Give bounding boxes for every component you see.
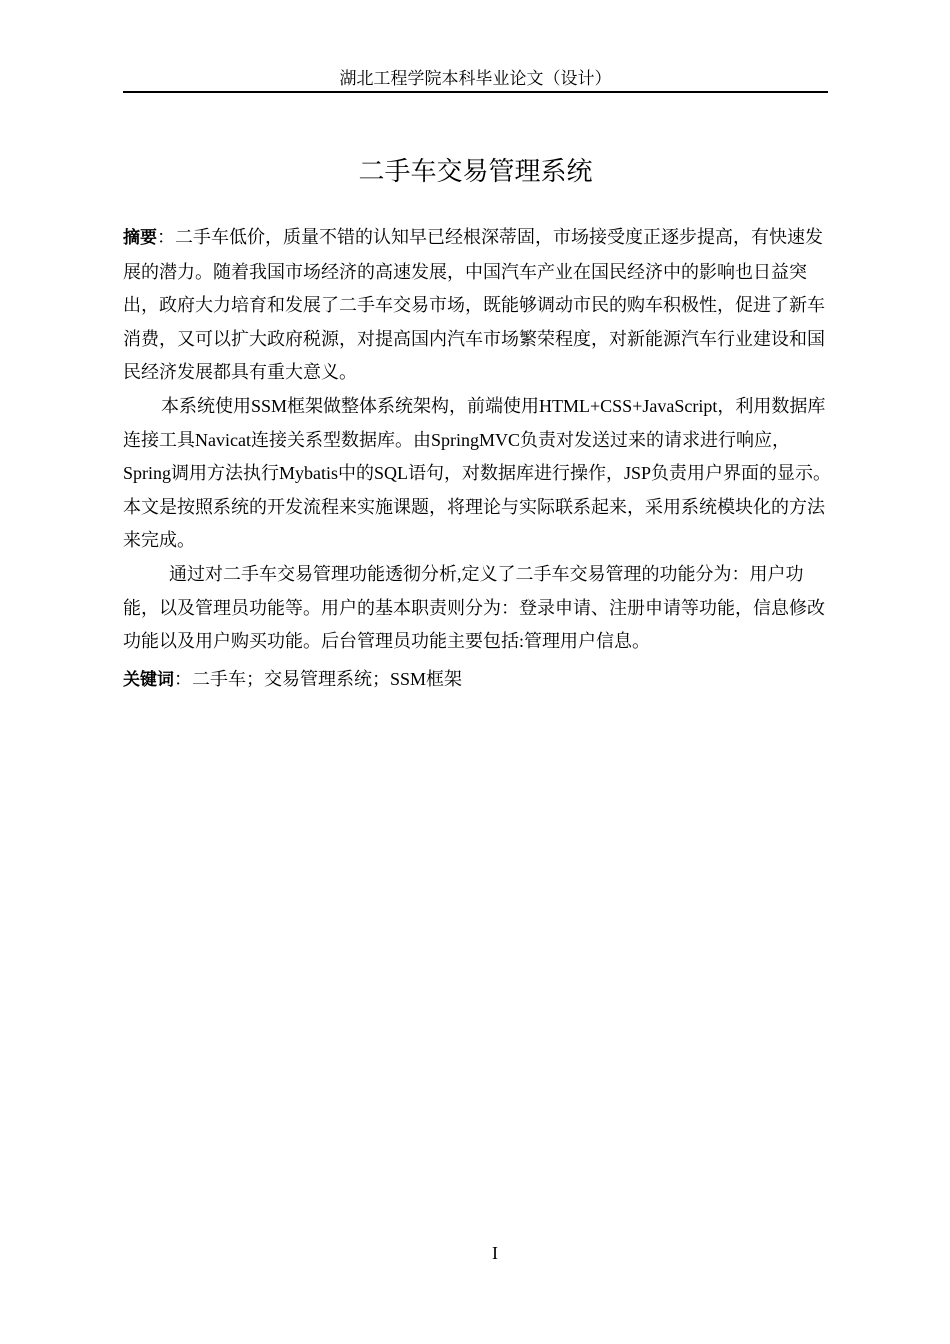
header-divider: [123, 91, 828, 93]
document-title: 二手车交易管理系统: [358, 157, 593, 187]
abstract-paragraph-2: 本系统使用SSM框架做整体系统架构，前端使用HTML+CSS+JavaScript，利用数据库连接工具Navicat连接关系型数据库。由SpringMVC负责对发送过来的请求进行响应，Spring调用方法执行Mybatis中的SQL语句，对数据库进行操作，JSP负责用户界面的显示。本文是按照系统的开发流程来实施课题，将理论与实际联系起来，采用系统模块化的方法来完成。: [123, 395, 832, 551]
keywords-line: [123, 663, 833, 698]
abstract-paragraph-1: [123, 221, 833, 390]
abstract-section: [123, 221, 833, 697]
abstract-paragraph-1-text: 二手车低价，质量不错的认知早已经根深蒂固，市场接受度正逐步提高，有快速发展的潜力。随着我国市场经济的高速发展，中国汽车产业在国民经济中的影响也日益突出，政府大力培育和发展了二手车交易市场，既能够调动市民的购车积极性，促进了新车消费，又可以扩大政府税源，对提高国内汽车市场繁荣程度，对新能源汽车行业建设和国民经济发展都具有重大意义。: [123, 227, 825, 383]
abstract-paragraph-3: 通过对二手车交易管理功能透彻分析,定义了二手车交易管理的功能分为：用户功能，以及管理员功能等。用户的基本职责则分为：登录申请、注册申请等功能，信息修改功能以及用户购买功能。后台管理员功能主要包括:管理用户信息。: [123, 563, 825, 652]
abstract-label-separator: ：: [157, 227, 175, 247]
abstract-label: 摘要: [123, 228, 157, 248]
keywords-text: 二手车；交易管理系统；SSM框架: [192, 668, 463, 689]
running-header: 湖北工程学院本科毕业论文（设计）: [339, 69, 612, 89]
keywords-label-separator: ：: [174, 668, 192, 689]
keywords-label: 关键词: [123, 669, 174, 690]
page-number: I: [492, 1243, 498, 1263]
